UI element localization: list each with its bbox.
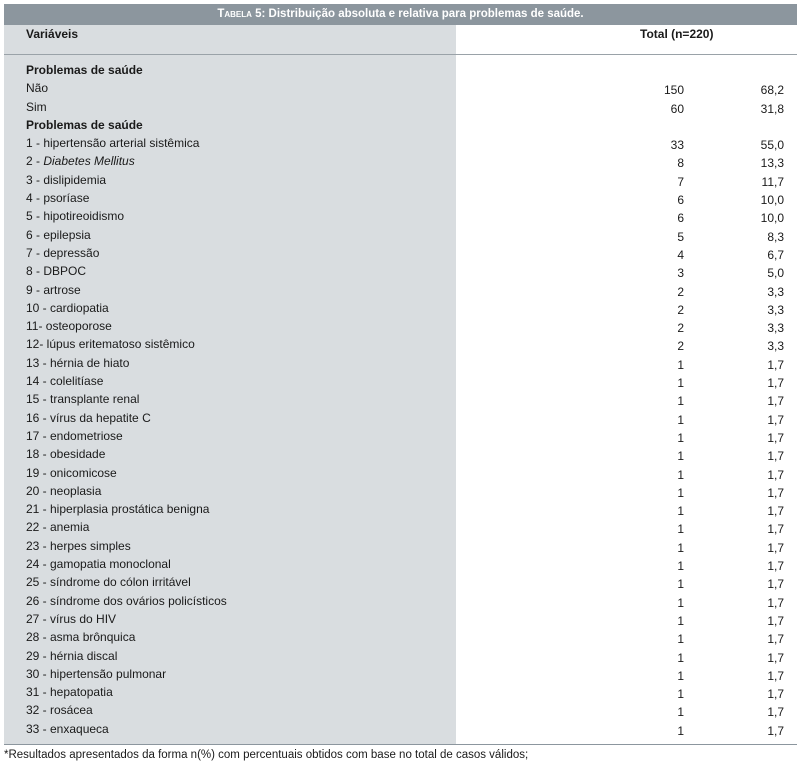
- table-row: [0, 390, 804, 408]
- table-row: [0, 409, 804, 427]
- section-label: Problemas de saúde: [26, 117, 143, 132]
- row-count: 1: [677, 595, 684, 610]
- row-label: 32 - rosácea: [26, 703, 93, 718]
- row-label: 5 - hipotireoidismo: [26, 209, 125, 224]
- row-label: 33 - enxaqueca: [26, 721, 109, 736]
- row-percent: 1,7: [767, 430, 784, 445]
- row-label-prefix: 2 -: [26, 154, 44, 169]
- row-count: 1: [677, 668, 684, 683]
- row-percent: 3,3: [767, 302, 784, 317]
- row-label: 16 - vírus da hepatite C: [26, 410, 151, 425]
- row-label: 30 - hipertensão pulmonar: [26, 666, 167, 681]
- row-count: 150: [663, 83, 684, 98]
- table-row: [0, 171, 804, 189]
- row-percent: 1,7: [767, 668, 784, 683]
- row-percent: 1,7: [767, 449, 784, 464]
- row-count: 1: [677, 540, 684, 555]
- row-count: 6: [677, 193, 684, 208]
- row-percent: 68,2: [760, 83, 784, 98]
- table-row: [0, 701, 804, 719]
- row-count: 1: [677, 577, 684, 592]
- row-label: 29 - hérnia discal: [26, 648, 118, 663]
- table-row: [0, 226, 804, 244]
- row-count: 1: [677, 412, 684, 427]
- row-count: 4: [677, 247, 684, 262]
- row-label: 12- lúpus eritematoso sistêmico: [26, 337, 195, 352]
- table-row: [0, 262, 804, 280]
- row-label: 27 - vírus do HIV: [26, 611, 117, 626]
- row-percent: 3,3: [767, 339, 784, 354]
- table-row: [0, 445, 804, 463]
- row-count: 1: [677, 559, 684, 574]
- table-row: [0, 281, 804, 299]
- row-label: 21 - hiperplasia prostática benigna: [26, 502, 210, 517]
- row-percent: 10,0: [760, 211, 784, 226]
- row-label-italic: Diabetes Mellitus: [43, 154, 135, 169]
- row-label: 6 - epilepsia: [26, 227, 91, 242]
- row-percent: 8,3: [767, 229, 784, 244]
- section-label: Problemas de saúde: [26, 63, 143, 77]
- row-percent: 1,7: [767, 485, 784, 500]
- row-label: 26 - síndrome dos ovários policísticos: [26, 593, 227, 608]
- row-label: 10 - cardiopatia: [26, 300, 109, 315]
- section-row: [0, 61, 804, 79]
- row-percent: 1,7: [767, 357, 784, 372]
- table-row: [0, 683, 804, 701]
- table-row: [0, 189, 804, 207]
- table-row: [0, 500, 804, 518]
- table-row: [0, 79, 804, 97]
- row-count: 1: [677, 650, 684, 665]
- table-row: [0, 647, 804, 665]
- table-row: [0, 427, 804, 445]
- table-caption-label: Tabela 5:: [217, 8, 266, 20]
- row-percent: 1,7: [767, 687, 784, 702]
- table-row: [0, 628, 804, 646]
- row-label: 11- osteoporose: [26, 319, 112, 334]
- row-percent: 1,7: [767, 705, 784, 720]
- table-row: [0, 665, 804, 683]
- row-percent: 55,0: [760, 138, 784, 153]
- row-label: 19 - onicomicose: [26, 465, 117, 480]
- row-count: 1: [677, 376, 684, 391]
- row-label: 1 - hipertensão arterial sistêmica: [26, 136, 200, 151]
- row-count: 5: [677, 229, 684, 244]
- table-row: [0, 464, 804, 482]
- row-label: 14 - colelitíase: [26, 374, 104, 389]
- row-count: 3: [677, 266, 684, 281]
- table-caption: [4, 4, 797, 25]
- row-count: 1: [677, 485, 684, 500]
- table-row: [0, 244, 804, 262]
- table-row: [0, 152, 804, 170]
- table-row: [0, 299, 804, 317]
- row-count: 2: [677, 302, 684, 317]
- row-label: 8 - DBPOC: [26, 264, 87, 279]
- row-label: 4 - psoríase: [26, 191, 90, 206]
- row-label: 17 - endometriose: [26, 428, 123, 443]
- row-count: 6: [677, 211, 684, 226]
- table-row: [0, 207, 804, 225]
- row-label: Sim: [26, 99, 47, 114]
- row-percent: 1,7: [767, 595, 784, 610]
- table-row: [0, 335, 804, 353]
- row-label: 13 - hérnia de hiato: [26, 355, 130, 370]
- row-percent: 1,7: [767, 522, 784, 537]
- row-percent: 1,7: [767, 504, 784, 519]
- row-percent: 1,7: [767, 650, 784, 665]
- row-count: 2: [677, 339, 684, 354]
- row-label: 18 - obesidade: [26, 447, 106, 462]
- header-total: Total (n=220): [640, 27, 714, 41]
- row-count: 1: [677, 723, 684, 738]
- table-row: [0, 134, 804, 152]
- row-percent: 10,0: [760, 193, 784, 208]
- row-count: 1: [677, 430, 684, 445]
- row-percent: 1,7: [767, 613, 784, 628]
- row-label: 9 - artrose: [26, 282, 81, 297]
- row-label: 24 - gamopatia monoclonal: [26, 557, 171, 572]
- row-count: 1: [677, 705, 684, 720]
- row-percent: 11,7: [761, 174, 784, 189]
- row-count: 33: [670, 138, 684, 153]
- row-percent: 3,3: [767, 284, 784, 299]
- row-label: 22 - anemia: [26, 520, 90, 535]
- row-label: 31 - hepatopatia: [26, 685, 113, 700]
- table-row: [0, 720, 804, 738]
- row-label: 20 - neoplasia: [26, 483, 102, 498]
- row-count: 1: [677, 687, 684, 702]
- row-percent: 1,7: [767, 540, 784, 555]
- table-row: [0, 518, 804, 536]
- row-count: 1: [677, 449, 684, 464]
- table-row: [0, 537, 804, 555]
- row-count: 1: [677, 632, 684, 647]
- row-percent: 5,0: [767, 266, 784, 281]
- section-row: [0, 116, 804, 134]
- row-label: 28 - asma brônquica: [26, 630, 136, 645]
- row-label: [26, 152, 135, 170]
- table-row: [0, 98, 804, 116]
- table-row: [0, 573, 804, 591]
- table-row: [0, 555, 804, 573]
- table-row: [0, 372, 804, 390]
- row-percent: 1,7: [767, 632, 784, 647]
- row-percent: 1,7: [767, 577, 784, 592]
- row-label: 7 - depressão: [26, 245, 100, 260]
- row-percent: 1,7: [767, 467, 784, 482]
- row-count: 7: [677, 174, 684, 189]
- row-count: 1: [677, 467, 684, 482]
- row-percent: 6,7: [767, 247, 784, 262]
- header-variables: Variáveis: [26, 27, 79, 41]
- row-count: 1: [677, 394, 684, 409]
- row-percent: 1,7: [767, 376, 784, 391]
- row-percent: 1,7: [767, 559, 784, 574]
- row-count: 8: [677, 156, 684, 171]
- row-label: 23 - herpes simples: [26, 538, 131, 553]
- row-count: 1: [677, 357, 684, 372]
- row-count: 2: [677, 284, 684, 299]
- table-bottom-rule: [4, 744, 797, 745]
- table-body: [0, 61, 804, 738]
- table-row: [0, 317, 804, 335]
- row-label: 15 - transplante renal: [26, 392, 140, 407]
- row-percent: 13,3: [760, 156, 784, 171]
- table-caption-text: Distribuição absoluta e relativa para problemas de saúde.: [268, 8, 584, 20]
- row-label: 25 - síndrome do cólon irritável: [26, 575, 191, 590]
- table-row: [0, 592, 804, 610]
- row-percent: 3,3: [767, 321, 784, 336]
- row-count: 1: [677, 504, 684, 519]
- table-row: [0, 610, 804, 628]
- row-label: Não: [26, 81, 49, 96]
- row-count: 60: [670, 101, 684, 116]
- row-label: 3 - dislipidemia: [26, 172, 107, 187]
- table-row: [0, 482, 804, 500]
- table-footnote: *Resultados apresentados da forma n(%) com percentuais obtidos com base no total de casos válidos;: [4, 749, 529, 761]
- row-percent: 31,8: [760, 101, 784, 116]
- row-count: 2: [677, 321, 684, 336]
- row-count: 1: [677, 613, 684, 628]
- row-percent: 1,7: [767, 723, 784, 738]
- row-percent: 1,7: [767, 394, 784, 409]
- row-count: 1: [677, 522, 684, 537]
- table-row: [0, 354, 804, 372]
- row-percent: 1,7: [767, 412, 784, 427]
